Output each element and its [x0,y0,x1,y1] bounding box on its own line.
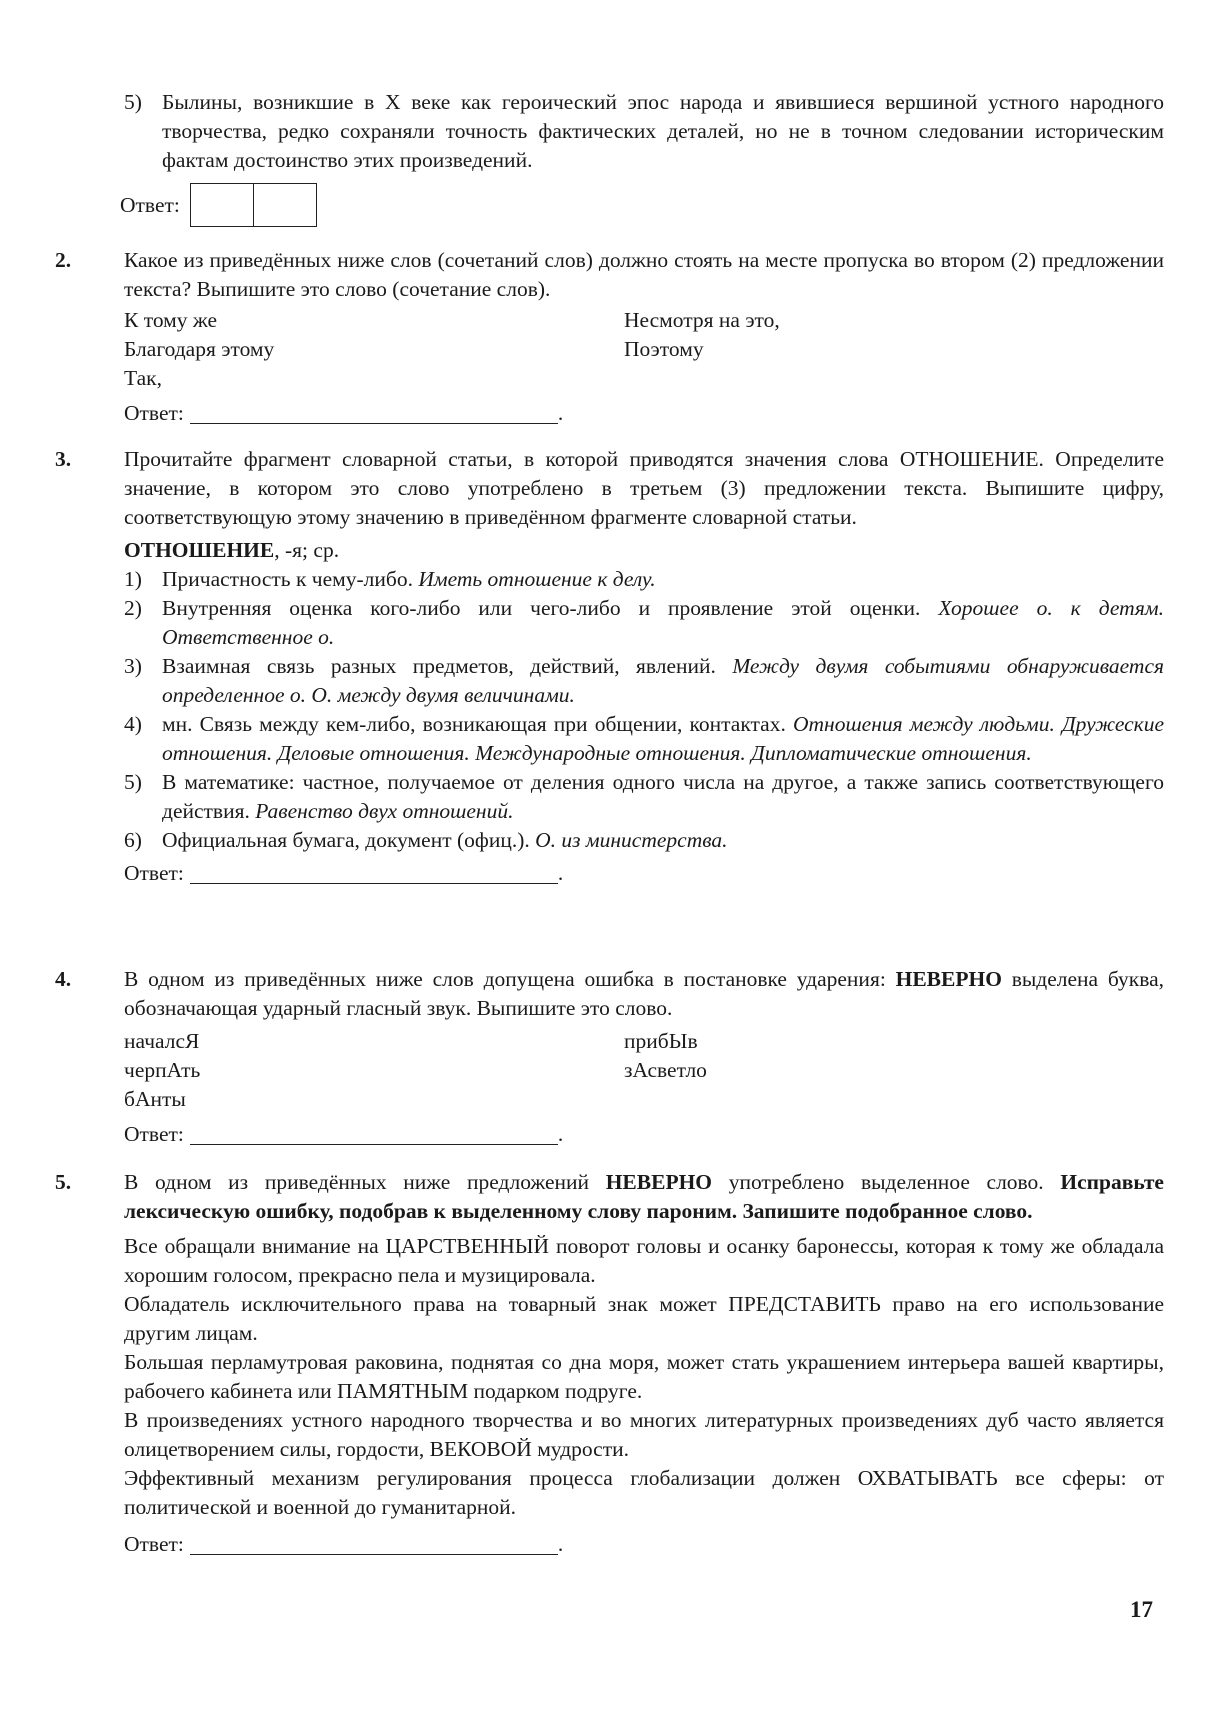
meaning-text: Внутренняя оценка кого-либо или чего-либо и проявление этой оценки. [162,596,939,620]
meaning-text: мн. Связь между кем-либо, возникающая при общении, контактах. [162,712,793,736]
question-text-part: В одном из приведённых ниже слов допущена ошибка в постановке ударения: [124,967,896,991]
meaning-number: 1) [124,567,142,591]
question-text [124,965,1164,1023]
meaning-number: 6) [124,828,142,852]
word-option: черпАть [124,1058,201,1082]
option: Так, [124,366,162,390]
question-text-part: выделена буква, обозначающая ударный гласный звук. Выпишите это слово. [124,967,1164,1020]
sentence: Все обращали внимание на ЦАРСТВЕННЫЙ поворот головы и осанку баронессы, которая к тому же обладала хорошим голосом, прекрасно пела и музицировала. [124,1234,1164,1287]
question-number: 2. [55,248,72,272]
question-text-part: В одном из приведённых ниже предложений [124,1170,606,1194]
meaning-item [124,594,1164,652]
answer-label: Ответ: [120,192,180,217]
meaning-text: Официальная бумага, документ (офиц.). [162,828,536,852]
item-number: 5) [124,90,142,114]
word-option: началсЯ [124,1029,200,1053]
meaning-item [124,565,1164,594]
answer-row: Ответ: . [124,1530,1164,1559]
meaning-text: Причастность к чему-либо. [162,567,419,591]
options [124,306,1164,393]
word-option: зАсветло [624,1058,707,1082]
answer-line[interactable] [190,403,558,424]
word-option: бАнты [124,1087,186,1111]
answer-row: Ответ: . [124,859,1164,888]
meaning-number: 5) [124,770,142,794]
dictionary-entry [124,536,1164,565]
answer-row: Ответ: . [124,399,1164,428]
answer-line[interactable] [190,1534,558,1555]
meaning-number: 4) [124,712,142,736]
question-number: 4. [55,967,72,991]
page-number: 17 [1130,1597,1153,1622]
meaning-item [124,826,1164,855]
word-option: прибЫв [624,1029,698,1053]
sentence: Большая перламутровая раковина, поднятая со дна моря, может стать украшением интерьера вашей квартиры, рабочего кабинета или ПАМЯТНЫМ подарком подруге. [124,1350,1164,1403]
question-text: Какое из приведённых ниже слов (сочетаний слов) должно стоять на месте пропуска во втором (2) предложении текста? Выпишите это слово (сочетание слов). [124,248,1164,301]
sentence: Обладатель исключительного права на товарный знак может ПРЕДСТАВИТЬ право на его использование другим лицам. [124,1292,1164,1345]
meaning-text: В математике: частное, получаемое от деления одного числа на другое, а также запись соответствующего действия. [162,770,1164,823]
meaning-example: Равенство двух отношений. [255,799,514,823]
meaning-number: 2) [124,596,142,620]
item-text: Былины, возникшие в X веке как героический эпос народа и явившиеся вершиной устного народного творчества, редко сохраняли точность фактических деталей, но не в точном следовании историческим фактам достоинство этих произведений. [162,90,1164,172]
grammar-note: , -я; ср. [274,538,340,562]
question-text-part: употреблено выделенное слово. [712,1170,1061,1194]
answer-row: Ответ: . [124,1120,1164,1149]
answer-label: Ответ: [124,1122,184,1146]
option: К тому же [124,308,218,332]
meaning-example: Иметь отношение к делу. [418,567,656,591]
meaning-example: Хорошее о. к детям. Ответственное о. [162,596,1164,649]
answer-boxes[interactable] [190,183,317,227]
answer-line[interactable] [190,863,558,884]
question-number: 5. [55,1170,72,1194]
meaning-item [124,710,1164,768]
emphasis: НЕВЕРНО [605,1170,713,1194]
headword: ОТНОШЕНИЕ [124,538,275,562]
meaning-number: 3) [124,654,142,678]
answer-label: Ответ: [124,861,184,885]
question-text: Прочитайте фрагмент словарной статьи, в которой приводятся значения слова ОТНОШЕНИЕ. Определите значение, в котором это слово употреблено в третьем (3) предложении текста. Выпишите цифру, соответствующую этому значению в приведённом фрагменте словарной статьи. [124,447,1164,529]
sentence: В произведениях устного народного творчества и во многих литературных произведениях дуб часто является олицетворением силы, гордости, ВЕКОВОЙ мудрости. [124,1408,1164,1461]
instruction: Исправьте лексическую ошибку, подобрав к выделенному слову пароним. Запишите подобранное слово. [124,1170,1164,1223]
option: Несмотря на это, [624,308,780,332]
meaning-example: О. из министерства. [535,828,728,852]
answer-box[interactable] [191,184,254,226]
meaning-text: Взаимная связь разных предметов, действий, явлений. [162,654,733,678]
meaning-item [124,652,1164,710]
answer-line[interactable] [190,1124,558,1145]
option: Благодаря этому [124,337,275,361]
meaning-item [124,768,1164,826]
question-number: 3. [55,447,72,471]
meaning-example: Отношения между людьми. Дружеские отношения. Деловые отношения. Международные отношения. Дипломатические отношения. [162,712,1164,765]
question-text [124,1168,1164,1226]
answer-box[interactable] [254,184,316,226]
answer-label: Ответ: [124,401,184,425]
meaning-example: Между двумя событиями обнаруживается определенное о. О. между двумя величинами. [162,654,1164,707]
answer-label: Ответ: [124,1532,184,1556]
emphasis: НЕВЕРНО [895,967,1002,991]
option: Поэтому [624,337,704,361]
list-item [124,88,1164,175]
sentences [124,1232,1164,1522]
sentence: Эффективный механизм регулирования процесса глобализации должен ОХВАТЫВАТЬ все сферы: от политической и военной до гуманитарной. [124,1466,1164,1519]
options [124,1027,1164,1114]
